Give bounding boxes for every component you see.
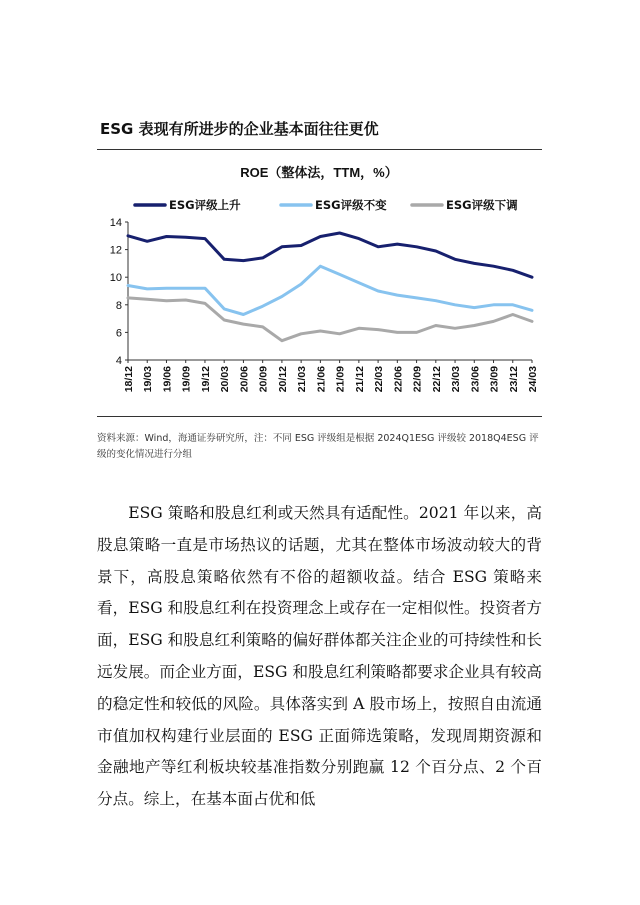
series-line-2 xyxy=(128,298,532,341)
x-tick-label: 23/03 xyxy=(450,366,463,393)
x-tick-label: 18/12 xyxy=(123,366,135,393)
y-tick-label: 8 xyxy=(115,299,122,312)
x-tick-label: 19/09 xyxy=(180,366,193,393)
y-tick-label: 6 xyxy=(115,327,122,340)
x-tick-label: 20/12 xyxy=(276,366,289,393)
x-tick-label: 22/12 xyxy=(430,366,443,393)
x-tick-label: 20/06 xyxy=(238,366,251,393)
x-tick-label: 23/09 xyxy=(488,366,501,393)
x-tick-label: 21/09 xyxy=(334,366,347,393)
legend-label-0: ESG评级上升 xyxy=(169,198,241,212)
x-tick-label: 21/03 xyxy=(296,366,309,393)
chart-title: ROE（整体法，TTM，%） xyxy=(240,165,398,180)
x-tick-label: 22/09 xyxy=(411,366,424,393)
x-tick-label: 22/06 xyxy=(392,366,405,393)
x-tick-label: 22/03 xyxy=(373,366,386,393)
x-tick-label: 19/12 xyxy=(199,366,212,393)
x-tick-label: 19/06 xyxy=(161,366,174,393)
roe-line-chart xyxy=(97,156,542,414)
y-tick-label: 14 xyxy=(109,217,122,229)
x-tick-label: 24/03 xyxy=(527,366,539,393)
x-tick-label: 23/06 xyxy=(469,366,482,393)
series-lines xyxy=(128,233,532,341)
y-tick-label: 12 xyxy=(109,244,122,257)
figure-top-rule xyxy=(97,149,542,150)
figure-bottom-rule xyxy=(97,416,542,417)
x-tick-label: 21/12 xyxy=(353,366,366,393)
series-line-1 xyxy=(128,266,532,314)
x-axis xyxy=(123,360,539,392)
x-tick-label: 20/09 xyxy=(257,366,270,393)
x-tick-label: 19/03 xyxy=(142,366,155,393)
y-tick-label: 4 xyxy=(115,355,122,367)
x-tick-label: 23/12 xyxy=(507,366,520,393)
figure-title: ESG 表现有所进步的企业基本面往往更优 xyxy=(100,120,379,138)
chart-legend xyxy=(135,198,518,212)
x-tick-label: 21/06 xyxy=(315,366,328,393)
source-note: 资料来源：Wind，海通证券研究所，注：不同 ESG 评级组是根据 2024Q1ESG 评级较 2018Q4ESG 评级的变化情况进行分组 xyxy=(97,433,539,460)
y-tick-label: 10 xyxy=(109,272,122,285)
y-axis xyxy=(110,217,128,367)
legend-label-2: ESG评级下调 xyxy=(446,198,518,212)
body-paragraph: ESG 策略和股息红利或天然具有适配性。2021 年以来，高股息策略一直是市场热议的话题，尤其在整体市场波动较大的背景下，高股息策略依然有不俗的超额收益。结合 ESG 策略来看，ESG 和股息红利在投资理念上或存在一定相似性。投资者方面，ESG 和股息红利策略的偏好群体都关注企业的可持续性和长远发展。而企业方面，ESG 和股息红利策略都要求企业具有较高的稳定性和较低的风险。具体落实到 A 股市场上，按照自由流通市值加权构建行业层面的 ESG 正面筛选策略，发现周期资源和金融地产等红利板块较基准指数分别跑赢 12 个百分点、2 个百分点。综上，在基本面占优和低 xyxy=(97,504,542,809)
legend-label-1: ESG评级不变 xyxy=(315,198,387,212)
x-tick-label: 20/03 xyxy=(219,366,232,393)
